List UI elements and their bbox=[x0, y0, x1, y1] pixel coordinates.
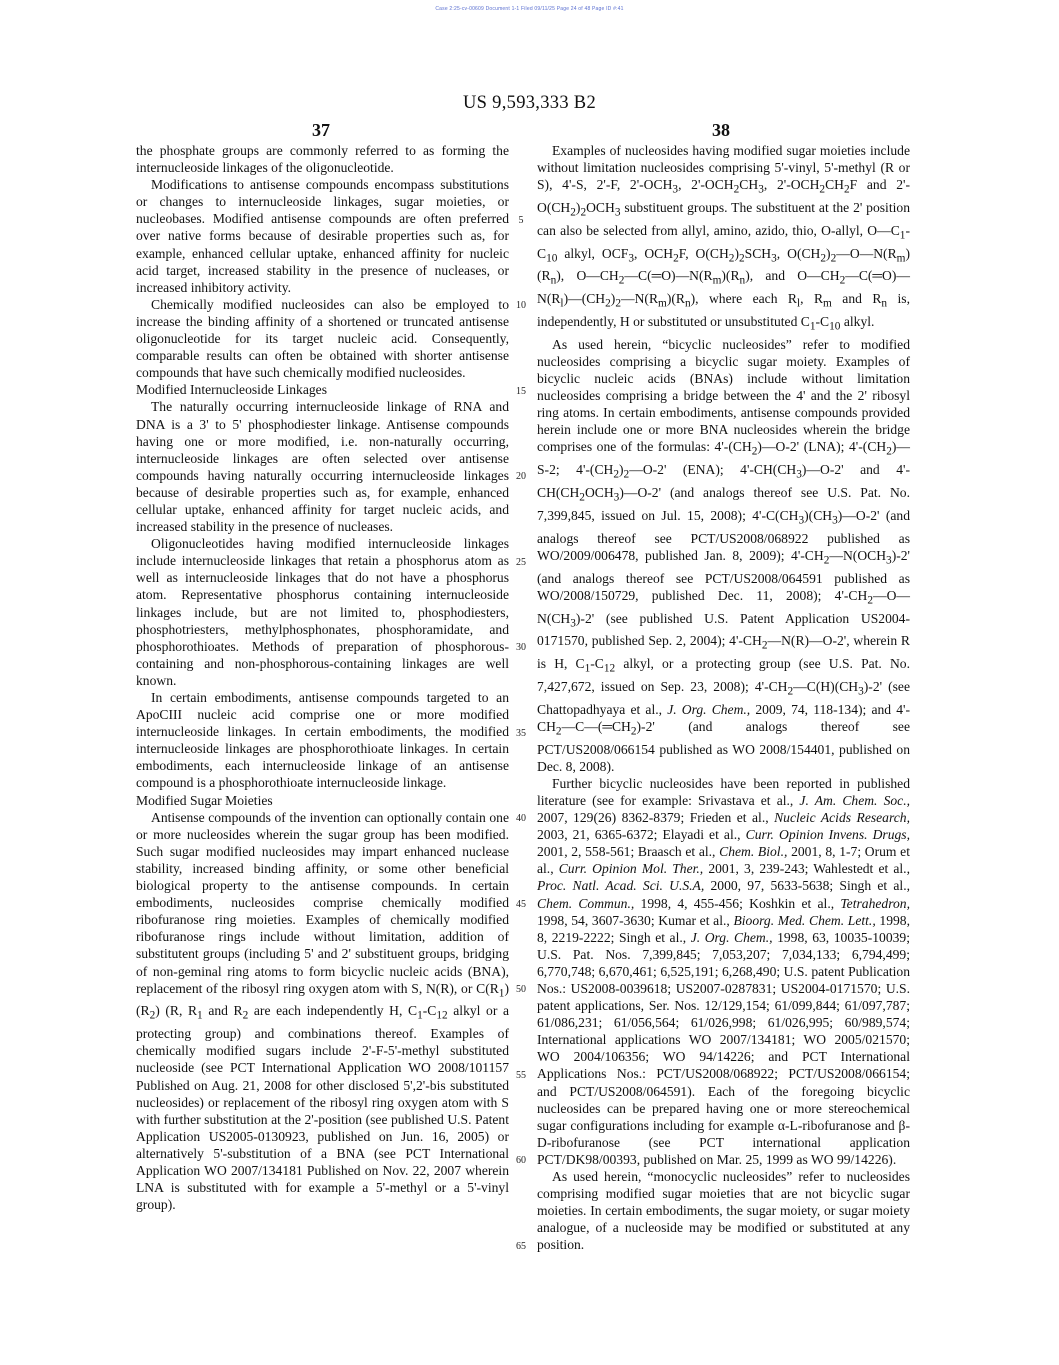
paragraph: The naturally occurring internucleoside linkage of RNA and DNA is a 3' to 5' phosphodiester linkage. Antisense compounds having one or more modified, i.e. non-naturally occurring, internucleoside linkages are often selected over antisense compounds having naturally occurring internucleoside linkages because of desirable properties such as, for example, enhanced cellular uptake, enhanced affinity for target nucleic acids, and increased stability in the presence of nucleases. bbox=[136, 399, 509, 535]
line-number: 60 bbox=[516, 1155, 526, 1166]
line-number: 35 bbox=[516, 728, 526, 739]
line-number: 45 bbox=[516, 899, 526, 910]
line-number: 50 bbox=[516, 984, 526, 995]
section-heading: Modified Sugar Moieties bbox=[136, 792, 273, 808]
paragraph: Examples of nucleosides having modified sugar moieties include without limitation nucleosides comprising 5'-vinyl, 5'-methyl (R or S), 4'-S, 2'-F, $2'-OCH_3$, $2'-OCH_2CH_3$, $2'-OCH_2CH_2F$ and $2'-O(CH_2)_2OCH_3$ substituent groups. The substituent at the 2' position can also be selected from allyl, amino, azido, thio, O-allyl, $O—C_1-C_{10}$ alkyl, $OCF_3$, $OCH_2F$, $O(CH_2)_2SCH_3$, $O(CH_2)_2—O—N(R_m)(R_n)$, $O—CH_2—C(═O)—N(R_m)(R_n)$, and $O—CH_2—C(═O)—N(R_l)—(CH_2)_2—N(R_m)(R_n)$, where each $R_l$, $R_m$ and $R_n$ is, independently, H or substituted or unsubstituted $C_1-C_{10}$ alkyl. bbox=[537, 143, 910, 333]
line-number: 40 bbox=[516, 813, 526, 824]
patent-number: US 9,593,333 B2 bbox=[463, 93, 596, 113]
paragraph: As used herein, “monocyclic nucleosides” refer to nucleosides comprising modified sugar moieties that are not bicyclic sugar moieties. In certain embodiments, the sugar moiety, or sugar moiety analogue, of a nucleoside may be modified or substituted at any position. bbox=[537, 1169, 910, 1253]
paragraph: In certain embodiments, antisense compounds targeted to an ApoCIII nucleic acid comprise one or more modified internucleoside linkages. In certain embodiments, the modified internucleoside linkages are phosphorothioate linkages. In certain embodiments, each internucleoside linkage of an antisense compound is a phosphorothioate internucleoside linkage. bbox=[136, 690, 509, 791]
paragraph: Antisense compounds of the invention can optionally contain one or more nucleosides wherein the sugar group has been modified. Such sugar modified nucleosides may impart enhanced nuclease stability, increased binding affinity, or some other beneficial biological property to the antisense compounds. In certain embodiments, nucleosides comprise chemically modified ribofuranose ring moieties. Examples of chemically modified ribofuranose rings include without limitation, addition of substitutent groups (including 5' and 2' substituent groups, bridging of non-geminal ring atoms to form bicyclic nucleic acids (BNA), replacement of the ribosyl ring oxygen atom with S, N(R), or $C(R_1)(R_2)$ (R, $R_1$ and $R_2$ are each independently H, $C_1-C_{12}$ alkyl or a protecting group) and combinations thereof. Examples of chemically modified sugars include 2'-F-5'-methyl substituted nucleoside (see PCT International Application WO 2008/101157 Published on Aug. 21, 2008 for other disclosed 5',2'-bis substituted nucleosides) or replacement of the ribosyl ring oxygen atom with S with further substitution at the 2'-position (see published U.S. Patent Application US2005-0130923, published on Jun. 16, 2005) or alternatively 5'-substitution of a BNA (see PCT International Application WO 2007/134181 Published on Nov. 22, 2007 wherein LNA is substituted with for example a 5'-methyl or a 5'-vinyl group). bbox=[136, 809, 509, 1213]
paragraph: Further bicyclic nucleosides have been reported in published literature (see for example: Srivastava et al., J. Am. Chem. Soc., 2007, 129(26) 8362-8379; Frieden et al., Nucleic Acids Research, 2003, 21, 6365-6372; Elayadi et al., Curr. Opinion Invens. Drugs, 2001, 2, 558-561; Braasch et al., Chem. Biol., 2001, 8, 1-7; Orum et al., Curr. Opinion Mol. Ther., 2001, 3, 239-243; Wahlestedt et al., Proc. Natl. Acad. Sci. U.S.A, 2000, 97, 5633-5638; Singh et al., Chem. Commun., 1998, 4, 455-456; Koshkin et al., Tetrahedron, 1998, 54, 3607-3630; Kumar et al., Bioorg. Med. Chem. Lett., 1998, 8, 2219-2222; Singh et al., J. Org. Chem., 1998, 63, 10035-10039; U.S. Pat. Nos. 7,399,845; 7,053,207; 7,034,133; 6,794,499; 6,770,748; 6,670,461; 6,525,191; 6,268,490; U.S. patent Publication Nos.: US2008-0039618; US2007-0287831; US2004-0171570; U.S. patent applications, Ser. Nos. 12/129,154; 61/099,844; 61/097,787; 61/086,231; 61/056,564; 61/026,998; 61/026,995; 60/989,574; International applications WO 2007/134181; WO 2005/021570; WO 2004/106356; WO 94/14226; and PCT International Applications Nos.: PCT/US2008/068922; PCT/US2008/066154; and PCT/US2008/064591). Each of the foregoing bicyclic nucleosides can be prepared having one or more stereochemical sugar configurations including for example α-L-ribofuranose and β-D-ribofuranose (see PCT international application PCT/DK98/00393, published on Mar. 25, 1999 as WO 99/14226). bbox=[537, 775, 911, 1167]
line-number: 55 bbox=[516, 1070, 526, 1081]
court-filing-header: Case 2:25-cv-00609 Document 1-1 Filed 09/11/25 Page 24 of 48 Page ID #:41 bbox=[435, 6, 624, 12]
section-heading: Modified Internucleoside Linkages bbox=[136, 382, 328, 398]
line-number: 25 bbox=[516, 557, 526, 568]
right-column-number: 38 bbox=[712, 120, 730, 140]
left-column-number: 37 bbox=[312, 120, 330, 140]
line-number: 15 bbox=[516, 386, 526, 397]
line-number: 20 bbox=[516, 471, 526, 482]
paragraph: the phosphate groups are commonly referred to as forming the internucleoside linkages of the oligonucleotide. bbox=[136, 143, 509, 176]
right-column bbox=[537, 142, 910, 1253]
paragraph: Modifications to antisense compounds encompass substitutions or changes to internucleoside linkages, sugar moieties, or nucleobases. Modified antisense compounds are often preferred over native forms because of desirable properties such as, for example, enhanced cellular uptake, enhanced affinity for nucleic acid target, increased stability in the presence of nucleases, or increased inhibitory activity. bbox=[136, 177, 509, 295]
line-number: 10 bbox=[516, 300, 526, 311]
paragraph: Chemically modified nucleosides can also be employed to increase the binding affinity of a shortened or truncated antisense oligonucleotide for its target nucleic acid. Consequently, comparable results can often be obtained with shorter antisense compounds that have such chemically modified nucleosides. bbox=[136, 296, 509, 381]
left-column bbox=[136, 142, 509, 1213]
line-number: 5 bbox=[518, 215, 524, 226]
paragraph: As used herein, “bicyclic nucleosides” refer to modified nucleosides comprising a bicyclic sugar moiety. Examples of bicyclic nucleic acids (BNAs) include without limitation nucleosides comprising a bridge between the 4' and the 2' ribosyl ring atoms. In certain embodiments, antisense compounds provided herein include one or more BNA nucleosides wherein the bridge comprises one of the formulas: $4'-(CH_2)—O-2'$ (LNA); $4'-(CH_2)—S-2$; $4'-(CH_2)_2—O-2'$ (ENA); $4'-CH(CH_3)—O-2'$ and $4'-CH(CH_2OCH_3)—O-2'$ (and analogs thereof see U.S. Pat. No. 7,399,845, issued on Jul. 15, 2008); $4'-C(CH_3)(CH_3)—O-2'$ (and analogs thereof see PCT/US2008/068922 published as WO/2009/006478, published Jan. 8, 2009); $4'-CH_2—N(OCH_3)-2'$ (and analogs thereof see PCT/US2008/064591 published as WO/2008/150729, published Dec. 11, 2008); $4'-CH_2—O—N(CH_3)-2'$ (see published U.S. Patent Application US2004-0171570, published Sep. 2, 2004); $4'-CH_2—N(R)—O-2'$, wherein R is H, $C_1-C_{12}$ alkyl, or a protecting group (see U.S. Pat. No. 7,427,672, issued on Sep. 23, 2008); $4'-CH_2—C(H)(CH_3)-2'$ (see Chattopadhyaya et al., J. Org. Chem., 2009, 74, 118-134); and $4'-CH_2—C—(═CH_2)-2'$ (and analogs thereof see PCT/US2008/066154 published as WO 2008/154401, published on Dec. 8, 2008). bbox=[537, 336, 911, 774]
line-number: 30 bbox=[516, 642, 526, 653]
paragraph: Oligonucleotides having modified internucleoside linkages include internucleoside linkages that retain a phosphorus atom as well as internucleoside linkages that do not have a phosphorus atom. Representative phosphorus containing internucleoside linkages include, but are not limited to, phosphodiesters, phosphotriesters, methylphosphonates, phosphoramidate, and phosphorothioates. Methods of preparation of phosphorous-containing and non-phosphorous-containing linkages are well known. bbox=[136, 536, 509, 688]
line-number: 65 bbox=[516, 1241, 526, 1252]
